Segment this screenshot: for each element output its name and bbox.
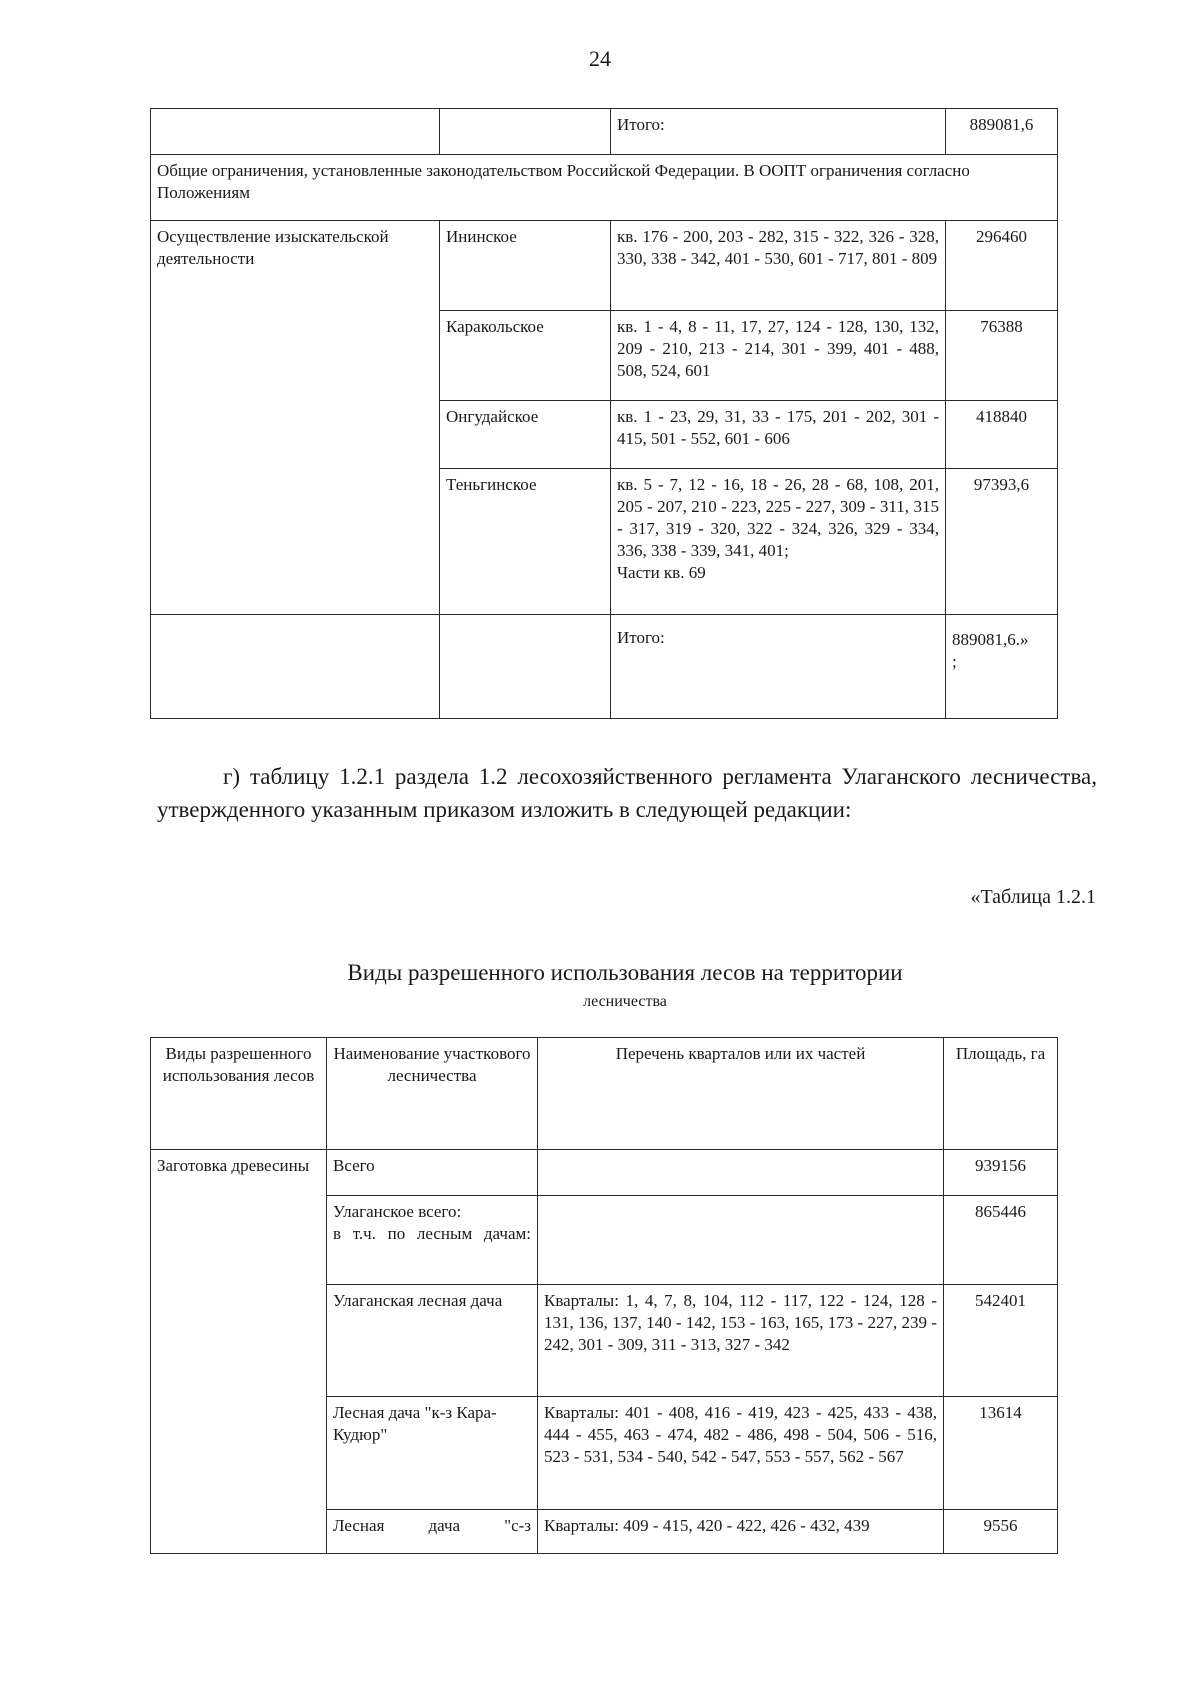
activity-cell: Осуществление изыскательской деятельности (151, 221, 440, 615)
table-cell (440, 615, 611, 719)
table-cell (151, 615, 440, 719)
area-value: 97393,6 (946, 469, 1058, 615)
table-row (151, 1150, 1058, 1196)
quarters-list: кв. 1 - 4, 8 - 11, 17, 27, 124 - 128, 130, 132, 209 - 210, 213 - 214, 301 - 399, 401 - 488, 508, 524, 601 (611, 311, 946, 401)
forestry-name: Лесная дача "к-з Кара-Кудюр" (327, 1397, 538, 1510)
forestry-name: Ининское (440, 221, 611, 311)
header-type: Виды разрешенного использования лесов (151, 1038, 327, 1150)
area-value: 13614 (944, 1397, 1058, 1510)
total-value: 889081,6 (946, 109, 1058, 155)
page-number: 24 (589, 46, 611, 71)
table-row (151, 155, 1058, 221)
forestry-name: Теньгинское (440, 469, 611, 615)
total-label: Итого: (611, 615, 946, 719)
forestry-name-extra: в т.ч. по лесным дачам: (333, 1224, 531, 1243)
restrictions-table (150, 108, 1058, 719)
quarters-list (538, 1150, 944, 1196)
table-cell (440, 109, 611, 155)
forestry-name: Онгудайское (440, 401, 611, 469)
table-title: Виды разрешенного использования лесов на территории (347, 960, 903, 985)
forestry-name-cell (327, 1196, 538, 1285)
header-name: Наименование участкового лесничества (327, 1038, 538, 1150)
table-row (151, 615, 1058, 719)
quarters-list: кв. 1 - 23, 29, 31, 33 - 175, 201 - 202, 301 - 415, 501 - 552, 601 - 606 (611, 401, 946, 469)
area-value: 9556 (944, 1510, 1058, 1554)
quarters-cell (611, 469, 946, 615)
quarters-list: Кварталы: 409 - 415, 420 - 422, 426 - 432, 439 (538, 1510, 944, 1554)
table-row (151, 109, 1058, 155)
table-subtitle: лесничества (583, 993, 667, 1010)
forestry-name: Всего (327, 1150, 538, 1196)
header-area: Площадь, га (944, 1038, 1058, 1150)
quarters-list: кв. 5 - 7, 12 - 16, 18 - 26, 28 - 68, 108, 201, 205 - 207, 210 - 223, 225 - 227, 309 - 311, 315 - 317, 319 - 320, 322 - 324, 326, 329 - 334, 336, 338 - 339, 341, 401; (617, 475, 939, 560)
forest-use-table (150, 1037, 1058, 1554)
quarters-list (538, 1196, 944, 1285)
forestry-name: Улаганское всего: (333, 1202, 462, 1221)
total-cell (946, 615, 1058, 719)
quarters-list: кв. 176 - 200, 203 - 282, 315 - 322, 326 - 328, 330, 338 - 342, 401 - 530, 601 - 717, 801 - 809 (611, 221, 946, 311)
general-restrictions-text: Общие ограничения, установленные законодательством Российской Федерации. В ООПТ ограничения согласно Положениям (151, 155, 1058, 221)
area-value: 76388 (946, 311, 1058, 401)
forestry-name: Каракольское (440, 311, 611, 401)
table-row (151, 221, 1058, 311)
area-value: 296460 (946, 221, 1058, 311)
table-cell (151, 109, 440, 155)
forestry-name: Улаганская лесная дача (327, 1285, 538, 1397)
forestry-name: Лесная дача "с-з (327, 1510, 538, 1554)
table-label: «Таблица 1.2.1 (970, 886, 1096, 908)
total-label: Итого: (611, 109, 946, 155)
quarters-list: Кварталы: 401 - 408, 416 - 419, 423 - 425, 433 - 438, 444 - 455, 463 - 474, 482 - 486, 498 - 504, 506 - 516, 523 - 531, 534 - 540, 542 - 547, 553 - 557, 562 - 567 (538, 1397, 944, 1510)
amendment-paragraph: г) таблицу 1.2.1 раздела 1.2 лесохозяйственного регламента Улаганского лесничества, утвержденного указанным приказом изложить в следующей редакции: (157, 764, 1097, 822)
total-suffix: ; (952, 652, 957, 671)
quarters-list: Кварталы: 1, 4, 7, 8, 104, 112 - 117, 122 - 124, 128 - 131, 136, 137, 140 - 142, 153 - 163, 165, 173 - 227, 239 - 242, 301 - 309, 311 - 313, 327 - 342 (538, 1285, 944, 1397)
header-row (151, 1038, 1058, 1150)
activity-cell: Заготовка древесины (151, 1150, 327, 1554)
total-value: 889081,6.» (952, 630, 1029, 649)
header-quarters: Перечень кварталов или их частей (538, 1038, 944, 1150)
area-value: 418840 (946, 401, 1058, 469)
area-value: 939156 (944, 1150, 1058, 1196)
area-value: 865446 (944, 1196, 1058, 1285)
quarters-extra: Части кв. 69 (617, 563, 706, 582)
area-value: 542401 (944, 1285, 1058, 1397)
